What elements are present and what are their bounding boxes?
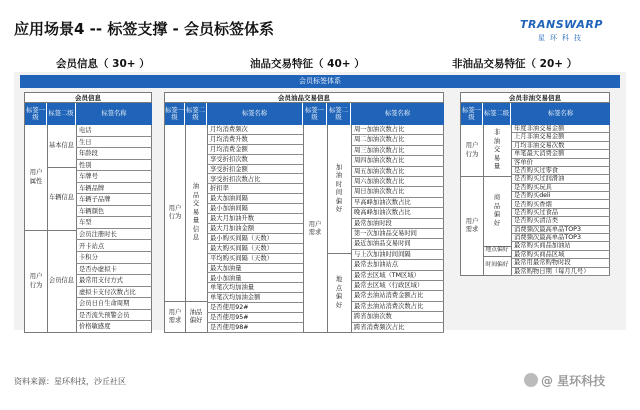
- tag-row: 是否购买deli: [511, 192, 610, 200]
- tag-row: 最常去区域（行政区域）: [351, 281, 444, 291]
- oil-l1-behavior: 用户行为: [168, 204, 182, 220]
- oil-header-l2-a: 标签二级: [185, 103, 207, 125]
- tag-row: 最小购买间隔（天数）: [207, 234, 303, 244]
- nonoil-l1-behavior: 用户行为: [465, 142, 479, 158]
- tag-row: 享受折扣次数占比: [207, 175, 303, 185]
- nonoil-header-l2: 标签二级: [483, 103, 511, 125]
- member-header-name: 标签名称: [76, 103, 152, 125]
- tag-row: 车辆品牌: [76, 183, 152, 195]
- tag-row: 最常用支付方式: [76, 275, 152, 287]
- tag-row: 是否使用92#: [207, 303, 303, 313]
- tag-row: 第一次加油品交易时间: [351, 229, 444, 239]
- tag-row: 周二加油次数占比: [351, 135, 444, 145]
- tag-row: 最常去加油站点: [351, 260, 444, 270]
- system-banner: 会员标签体系: [20, 75, 620, 88]
- tag-row: 平均购买间隔（天数）: [207, 254, 303, 264]
- tag-row: 周日加油次数占比: [351, 187, 444, 197]
- tag-row: 车牌号: [76, 171, 152, 183]
- tag-row: 是否购买香烟: [511, 201, 610, 209]
- tag-row: 单笔次均加油量: [207, 283, 303, 293]
- tag-row: 周五加油次数占比: [351, 167, 444, 177]
- member-l2-member: 会员信息: [48, 277, 75, 285]
- tag-row: 消费频次最高单品TOP3: [511, 226, 610, 234]
- tag-row: 晚高峰加油次数占比: [351, 208, 444, 218]
- transwarp-logo: [520, 18, 620, 46]
- nonoil-l2-location: 地点偏好: [485, 247, 509, 254]
- tag-row: 是否使用98#: [207, 323, 303, 333]
- source-note: 资料来源：星环科技，沙丘社区: [14, 377, 126, 386]
- tag-row: 最大加油量: [207, 264, 303, 274]
- nonoil-l2-goods: 商品偏好: [493, 194, 501, 227]
- member-header-l2: 标签二级: [47, 103, 76, 125]
- tag-row: 是否购买玩具: [511, 184, 610, 192]
- tag-row: 跨省消费频次占比: [351, 323, 444, 333]
- oil-header-name-a: 标签名称: [207, 103, 303, 125]
- member-l2-vehicle: 车辆信息: [48, 194, 75, 202]
- group-member-heading: 会员信息（ 30+ ）: [56, 58, 150, 70]
- tag-row: 享受折扣次数: [207, 155, 303, 165]
- tag-row: 最常购物日期（每月几号）: [511, 268, 610, 276]
- watermark: [524, 372, 605, 389]
- tag-row: 年龄段: [76, 148, 152, 160]
- tag-row: 单笔次均加油金额: [207, 293, 303, 303]
- tag-row: 是否购买过食品: [511, 209, 610, 217]
- nonoil-header-l1: 标签一级: [461, 103, 483, 125]
- oil-header-name-b: 标签名称: [351, 103, 444, 125]
- oil-table: [164, 92, 444, 333]
- member-header-l1: 标签一级: [25, 103, 47, 125]
- tag-row: 最常去油站消费金额占比: [351, 291, 444, 301]
- tag-row: 享受折扣金额: [207, 165, 303, 175]
- watermark-icon: [524, 373, 538, 387]
- member-table-title: 会员信息: [25, 93, 151, 103]
- tag-row: 月均非油交易次数: [511, 142, 610, 150]
- group-nonoil-heading: 非油品交易特征（ 20+ ）: [452, 58, 578, 70]
- tag-row: 最大加油间隔: [207, 194, 303, 204]
- tag-row: 最大月加油金额: [207, 224, 303, 234]
- logo-subtitle: 星环科技: [538, 34, 586, 42]
- watermark-text: @ 星环科技: [541, 374, 606, 388]
- tag-row: 车辆颜色: [76, 206, 152, 218]
- tag-row: 周一加油次数占比: [351, 125, 444, 135]
- tag-row: 月均消费升数: [207, 135, 303, 145]
- tag-row: 是否办虚拟卡: [76, 264, 152, 276]
- member-l1-user-attr: 用户属性: [29, 169, 43, 185]
- tag-row: 跨省加油次数: [351, 312, 444, 322]
- tag-row: 是否购买过零食: [511, 167, 610, 175]
- tag-row: 虚拟卡支付次数占比: [76, 287, 152, 299]
- tag-row: 最常去油站消费次数占比: [351, 302, 444, 312]
- tag-row: 周四加油次数占比: [351, 156, 444, 166]
- tag-row: 是否使用95#: [207, 313, 303, 323]
- nonoil-l2-time: 时间偏好: [485, 262, 509, 269]
- tag-row: 消费频次最高单品TOP3: [511, 234, 610, 242]
- oil-l2-location: 地点偏好: [335, 276, 343, 309]
- tag-row: 电话: [76, 125, 152, 137]
- page-title: 应用场景4 -- 标签支撑 - 会员标签体系: [14, 20, 275, 38]
- tag-row: 最近加油品交易时间: [351, 239, 444, 249]
- tag-row: 最大月加油升数: [207, 214, 303, 224]
- tag-row: 车型: [76, 217, 152, 229]
- oil-header-l1-b: 标签一级: [303, 103, 327, 125]
- tag-row: 最常购买商品加油站: [511, 242, 610, 250]
- tag-row: 卡积分: [76, 252, 152, 264]
- tag-row: 最小加油量: [207, 274, 303, 284]
- nonoil-table: [460, 92, 610, 276]
- oil-header-l1-a: 标签一级: [165, 103, 185, 125]
- tag-row: 价格敏感度: [76, 321, 152, 333]
- member-l1-user-behavior: 用户行为: [29, 273, 43, 289]
- tag-row: 开卡站点: [76, 241, 152, 253]
- member-l2-basic: 基本信息: [48, 141, 75, 149]
- tag-row: 月均消费频次: [207, 125, 303, 135]
- nonoil-l1-demand: 用户需求: [465, 217, 479, 233]
- oil-header-l2-b: 标签二级: [327, 103, 351, 125]
- tag-row: 最小加油间隔: [207, 204, 303, 214]
- oil-l2-time: 加油时间偏好: [335, 163, 343, 213]
- oil-l2-preference: 油品偏好: [189, 308, 203, 324]
- tag-row: 最大购买间隔（天数）: [207, 244, 303, 254]
- tag-row: 月均消费金额: [207, 145, 303, 155]
- tag-row: 会员日自生命周期: [76, 298, 152, 310]
- oil-table-title: 会员油品交易信息: [165, 93, 443, 103]
- tag-row: 周三加油次数占比: [351, 146, 444, 156]
- tag-row: 是否流失预警会员: [76, 310, 152, 322]
- tag-row: 最常用最常购物时段: [511, 259, 610, 267]
- tag-row: 最常加油时段: [351, 219, 444, 229]
- tag-row: 生日: [76, 137, 152, 149]
- tag-row: 周六加油次数占比: [351, 177, 444, 187]
- tag-row: 与上次加油时间间隔: [351, 250, 444, 260]
- nonoil-header-name: 标签名称: [511, 103, 610, 125]
- oil-l1-demand-b: 用户需求: [308, 220, 322, 236]
- tag-row: 是否购买清洁类: [511, 217, 610, 225]
- oil-l2-volume: 油品交易量信息: [192, 183, 200, 242]
- tag-row: 折扣率: [207, 184, 303, 194]
- tag-row: 最常去区域（TM区域）: [351, 271, 444, 281]
- logo-brand: TRANSWARP: [520, 18, 603, 31]
- nonoil-table-title: 会员非油交易信息: [461, 93, 609, 103]
- tag-row: 客单价: [511, 159, 610, 167]
- tag-row: 是否购买过润滑油: [511, 175, 610, 183]
- nonoil-l2-volume: 非油交易量: [493, 129, 501, 171]
- tag-row: 年度非油交易金额: [511, 125, 610, 133]
- tag-row: 单笔最大消费金额: [511, 150, 610, 158]
- tag-row: 上月非油交易金额: [511, 133, 610, 141]
- tag-row: 早高峰加油次数占比: [351, 198, 444, 208]
- member-table: [24, 92, 152, 333]
- tag-row: 车辆子品牌: [76, 194, 152, 206]
- tag-row: 性别: [76, 160, 152, 172]
- group-oil-heading: 油品交易特征（ 40+ ）: [250, 58, 365, 70]
- tag-row: 会员注册时长: [76, 229, 152, 241]
- tag-row: 最常购买商品区域: [511, 251, 610, 259]
- oil-l1-demand-a: 用户需求: [168, 308, 182, 324]
